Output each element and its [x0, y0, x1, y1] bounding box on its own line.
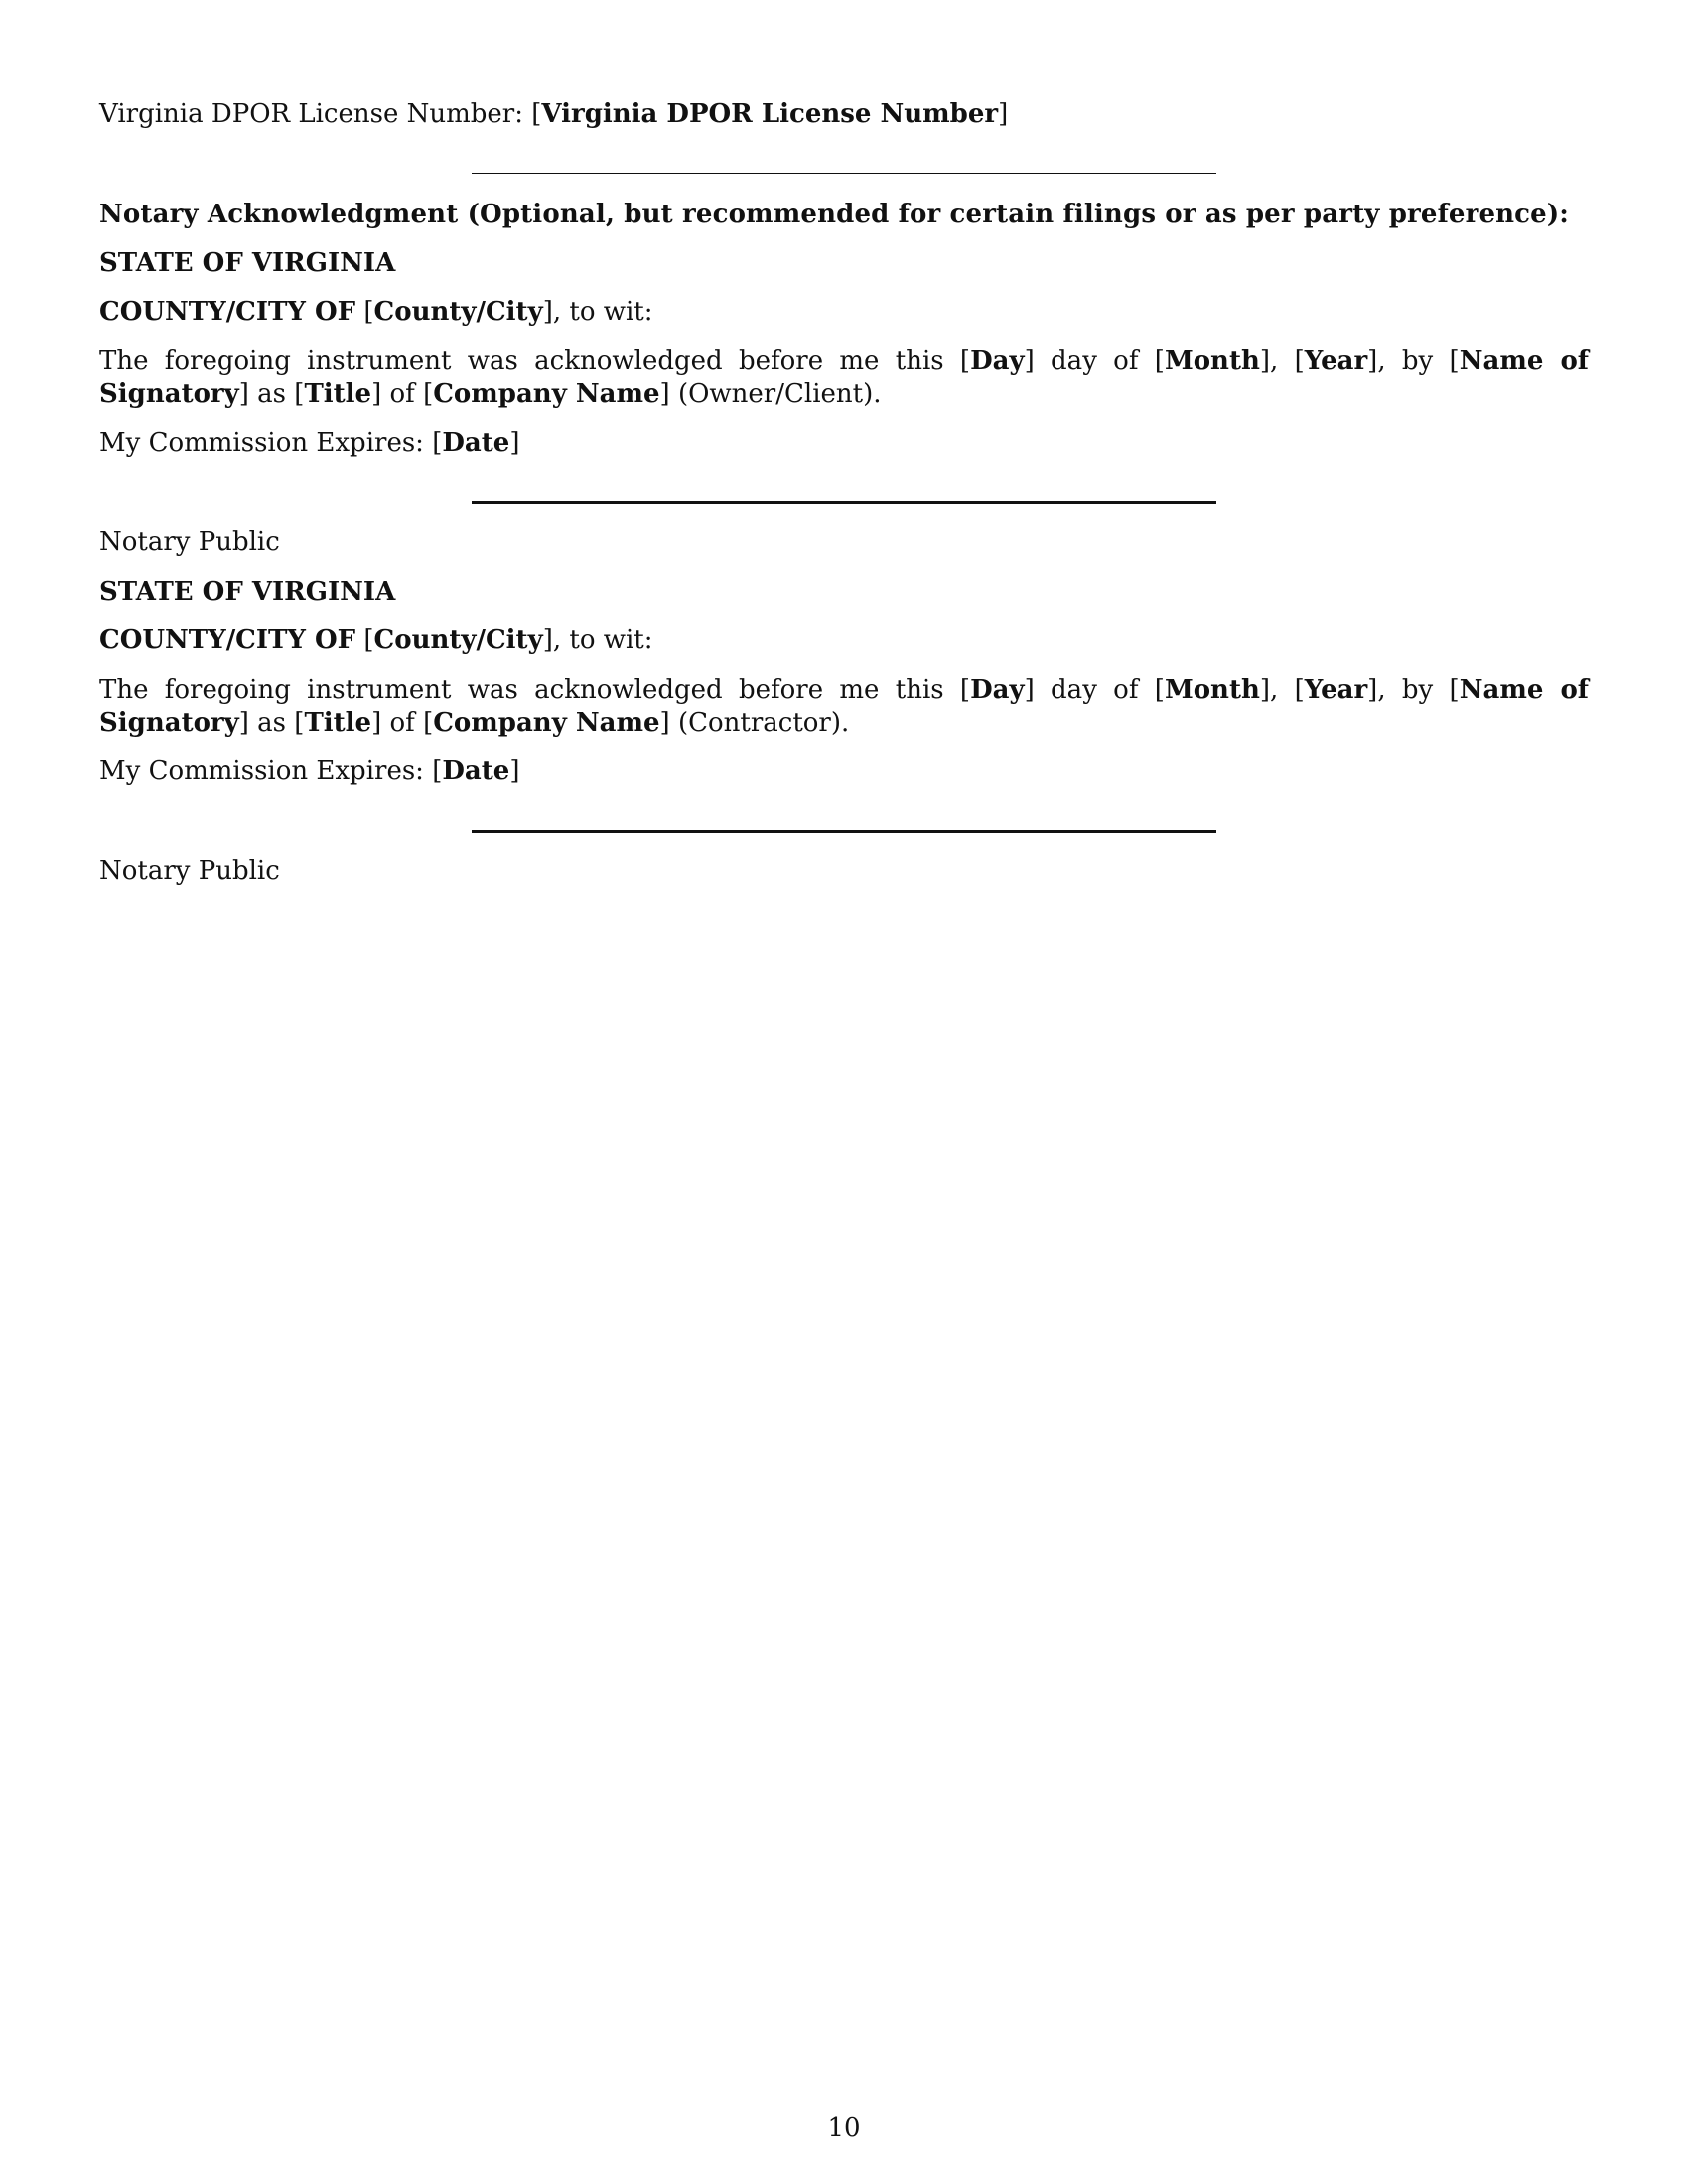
license-label: Virginia DPOR License Number:	[99, 99, 523, 129]
contractor-signature-line	[472, 173, 1216, 174]
month-placeholder: Month	[1164, 346, 1260, 376]
year-placeholder: Year	[1304, 346, 1368, 376]
day-placeholder: Day	[970, 346, 1025, 376]
county-placeholder-contractor: County/City	[373, 625, 543, 655]
notary-signature-line-owner	[472, 501, 1216, 504]
signatory-placeholder: Name of Signatory	[99, 346, 1589, 409]
commission-date-placeholder: Date	[442, 756, 510, 786]
day-placeholder: Day	[970, 675, 1025, 705]
company-placeholder: Company Name	[433, 708, 660, 738]
notary-signature-line-contractor	[472, 830, 1216, 833]
notary-heading: Notary Acknowledgment (Optional, but recommended for certain filings or as per party preference):	[99, 200, 1570, 229]
year-placeholder: Year	[1304, 675, 1368, 705]
acknowledgment-text-contractor: The foregoing instrument was acknowledged before me this [Day] day of [Month], [Year], by [Name of Signatory] as [Title] of [Company Name] (Contractor).	[99, 675, 1589, 738]
signatory-placeholder: Name of Signatory	[99, 675, 1589, 738]
county-line-owner: COUNTY/CITY OF [County/City], to wit:	[99, 297, 653, 327]
notary-public-caption-contractor: Notary Public	[99, 856, 280, 886]
page-number: 10	[827, 2114, 861, 2143]
state-heading-owner: STATE OF VIRGINIA	[99, 248, 396, 278]
notary-public-caption-owner: Notary Public	[99, 527, 280, 557]
license-placeholder: Virginia DPOR License Number	[541, 99, 999, 129]
commission-date-placeholder: Date	[442, 428, 510, 458]
month-placeholder: Month	[1164, 675, 1260, 705]
county-placeholder-owner: County/City	[373, 297, 543, 327]
company-placeholder: Company Name	[433, 379, 660, 409]
title-placeholder: Title	[304, 708, 372, 738]
commission-line-contractor: My Commission Expires: [Date]	[99, 756, 520, 786]
state-heading-contractor: STATE OF VIRGINIA	[99, 577, 396, 607]
county-line-contractor: COUNTY/CITY OF [County/City], to wit:	[99, 625, 653, 655]
commission-line-owner: My Commission Expires: [Date]	[99, 428, 520, 458]
license-number-line: Virginia DPOR License Number: [Virginia DPOR License Number]	[99, 99, 1009, 129]
title-placeholder: Title	[304, 379, 372, 409]
acknowledgment-text-owner: The foregoing instrument was acknowledged before me this [Day] day of [Month], [Year], by [Name of Signatory] as [Title] of [Company Name] (Owner/Client).	[99, 346, 1589, 409]
